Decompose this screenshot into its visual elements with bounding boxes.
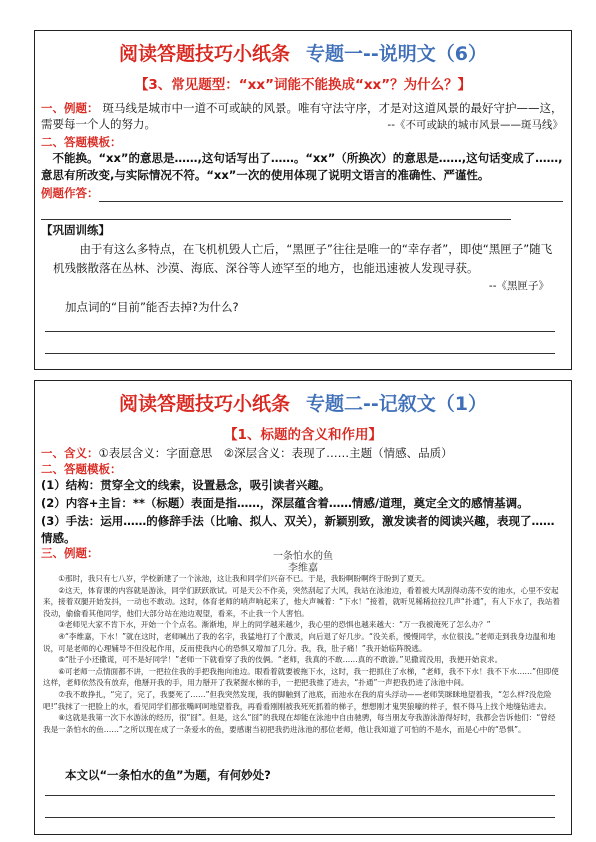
tip-card-narrative	[34, 380, 572, 835]
template-label-line	[41, 134, 563, 150]
template-point: (1）结构：贯穿全文的线索，设置悬念，吸引读者兴趣。	[41, 478, 331, 492]
card-title-topic: 专题二--记叙文（1）	[306, 393, 487, 415]
answer-line[interactable]	[45, 795, 555, 796]
template-label: 二、答题模板：	[41, 462, 122, 476]
template-label-line	[41, 461, 563, 477]
practice-label: 例题作答：	[41, 186, 99, 200]
meaning-text: ①表层含义：字面意思 ②深层含义：表现了……主题（情感、品质）	[98, 446, 453, 460]
story-paragraph: ②这天，体育课的内容就是游泳，同学们跃跃欲试。可是天公不作美，突然刮起了大风，我站在泳池边，看着被大风刮得动荡不安的池水，心里不安起来，接着双腿开始发抖，一动也不敢动。这时，体育老师的哨声响起来了，他大声喊着：“下水！”接着，就听见稀稀拉拉几声“扑通”，有人下水了，我站着没动，偷偷看其他同学，他们大部分站在池边观望，看来，不止我一个人害怕。	[43, 585, 560, 618]
card-title-main: 阅读答题技巧小纸条	[118, 393, 290, 415]
drill-question: 加点词的“目前”能否去掉?为什么?	[65, 300, 239, 314]
story-paragraph: ①那时，我只有七八岁，学校新建了一个泳池，这让我和同学们兴奋不已。于是，我盼啊盼啊终于盼到了夏天。	[58, 574, 430, 583]
story-title: 一条怕水的鱼	[273, 551, 333, 562]
template-text: 不能换。“xx”的意思是……,这句话写出了……。“xx”（所换次）的意思是……,这句话变成了……,意思有所改变,与实际情况不符。“xx”一次的使用体现了说明文语言的准确性、严谨性。	[41, 151, 563, 182]
story-paragraph: ⑥可老师一点情面都不讲，一把拉住我的手把我拖向池边。眼看着就要被拖下水，这时，我一把抓住了水梯，“老师，我不下水！我不下水……”但即使这样，老师依然没有放弃，他掰开我的手，用力掰开了我紧握水梯的手，一把把我推了进去，“扑通”一声把我扔进了泳池中间。	[43, 666, 559, 688]
tip-card-expository	[34, 30, 572, 370]
card-title-main: 阅读答题技巧小纸条	[118, 43, 290, 65]
example-label: 一、例题：	[41, 101, 99, 115]
answer-line[interactable]	[45, 331, 555, 332]
card-subtitle: 【1、标题的含义和作用】	[224, 427, 382, 443]
story-paragraph: ⑤“肚子小还撒谎，可不是好同学！”老师一下就看穿了我的伎俩。“老师，我真的不敢……真的不敢游。”见撒谎没用，我便开始哀求。	[58, 655, 503, 665]
story-author: 李维嘉	[288, 563, 318, 574]
story-paragraph: ⑧这就是我第一次下水游泳的经历，很“囧”。但是，这么“囧”的我现在却能在泳池中自由驰骋，每当朋友夸我游泳游得好时，我都会告诉他们：“曾经我是一条怕水的鱼……”之所以现在成了一条爱水的鱼，要感谢当初把我扔进泳池的那位老师，他让我知道了可怕的不是水，而是心中的“恐惧”。	[43, 713, 556, 734]
story-body	[43, 573, 561, 735]
answer-line[interactable]	[99, 201, 563, 202]
drill-text: 由于有这么多特点，在飞机机毁人亡后，“黑匣子”往往是唯一的“幸存者”，即使“黑匣子”随飞机残骸散落在丛林、沙漠、海底、深谷等人迹罕至的地方，也能迅速被人发现寻获。	[53, 242, 553, 275]
template-point: (2）内容+主旨：**（标题）表面是指……，深层蕴含着……情感/道理，奠定全文的感情基调。	[41, 496, 529, 510]
answer-line[interactable]	[41, 219, 511, 220]
meaning-label: 一、含义：	[41, 446, 99, 460]
meaning-block	[41, 445, 563, 461]
template-label: 二、答题模板：	[41, 135, 122, 149]
story-question: 本文以“一条怕水的鱼”为题，有何妙处?	[65, 768, 271, 782]
answer-line[interactable]	[45, 817, 555, 818]
story-paragraph: ③老师见大家不肯下水，开始一个个点名。渐渐地，岸上的同学越来越少，我心里的恐惧也越来越大：“万一我被淹死了怎么办？”	[58, 620, 491, 630]
story-paragraph: ⑦我不敢挣扎，“完了，完了，我要死了……”但我突然发现，我的脚触到了池底，而池水在我的肩头浮动——老师笑眯眯地望着我，“怎么样?没危险吧!”我抹了一把脸上的水，看见同学们都张嘴呵呵地望着我，再看看刚刚被我死死抓着的梯子，想想刚才鬼哭狼嚎的样子，恨不得马上找个地缝钻进去。	[43, 689, 552, 711]
answer-line[interactable]	[45, 353, 555, 354]
example-label: 三、例题：	[41, 546, 99, 560]
drill-source: --《黑匣子》	[488, 280, 549, 292]
story-paragraph: ④“李维嘉，下水！”就在这时，老师喊出了我的名字，我猛地打了个激灵，向后退了好几步。“没关系，慢慢同学，水位很浅。”老师走到我身边温和地说，可是老师的心理辅导不但没起作用，反而使我内心的恐惧又增加了几分。我，我，肚子痛！”我开始临阵脱逃。	[43, 631, 556, 653]
practice-line	[41, 185, 563, 201]
card-title	[35, 389, 571, 416]
template-point: (3）手法：运用……的修辞手法（比喻、拟人、双关），新颖别致，激发读者的阅读兴趣，表现了……情感。	[41, 514, 555, 545]
card-subtitle: 【3、常见题型：“xx”词能不能换成“xx”？为什么？】	[134, 77, 472, 93]
example-source: --《不可或缺的城市风景——斑马线》	[387, 119, 563, 131]
card-title-topic: 专题一--说明文（6）	[306, 43, 487, 65]
example-text: 斑马线是城市中一道不可或缺的风景。唯有守法守序，才是对这道风景的最好守护——这，需要每一个人的努力。	[41, 101, 563, 131]
card-title	[35, 39, 571, 66]
drill-label: 【巩固训练】	[41, 223, 110, 237]
